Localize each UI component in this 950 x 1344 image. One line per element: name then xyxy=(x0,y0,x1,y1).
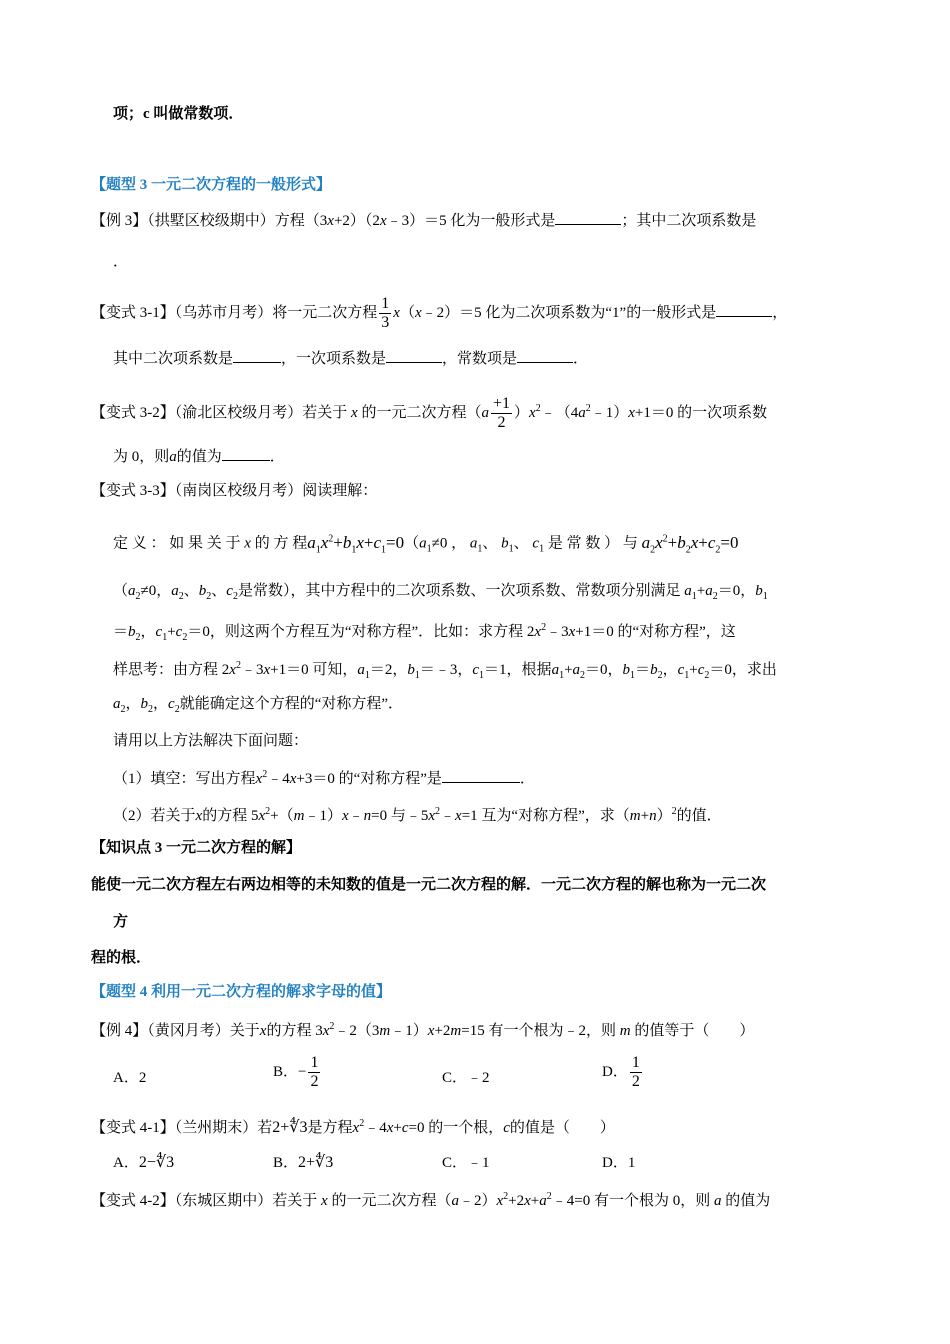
option-c[interactable]: C．﹣2 xyxy=(442,1070,490,1086)
variant-3-3: 【变式 3-3】（南岗区校级月考）阅读理解： xyxy=(91,483,378,499)
answer-blank[interactable] xyxy=(233,348,281,363)
answer-blank[interactable] xyxy=(386,348,442,363)
option-c[interactable]: C．﹣1 xyxy=(442,1155,490,1171)
example-4: 【例 4】（黄冈月考）关于x的方程 $3x^2﹣2(3m﹣1)x+2m=15$ 有一个根为﹣2，则 m 的值等于（ ） xyxy=(91,1021,755,1039)
example-label: 【例 4】 xyxy=(91,1023,148,1039)
answer-blank[interactable] xyxy=(716,302,772,317)
variant-3-1-line2: 其中二次项系数是 ，一次项系数是 ，常数项是 ． xyxy=(113,348,588,369)
answer-blank[interactable] xyxy=(442,768,520,783)
fraction-one-half: $\frac{+1}{2}$ xyxy=(492,395,510,431)
example-3: 【例 3】（拱墅区校级期中）方程（3x+2）（2x﹣3）＝5 化为一般形式是 ；其中二次项系数是 xyxy=(91,210,756,231)
answer-blank[interactable] xyxy=(555,210,621,225)
definition-line: 定 义 ： 如 果 关 于 x 的 方 程$a_1x^2+b_1x+c_1=0(a_1\ne 0$ ， $a_1$、 $b_1$、 $c_1$ 是 常 数 ） 与 $a_2x^2+b_2x+c_2=0$ xyxy=(113,532,739,556)
knowledge-heading: 【知识点 3 一元二次方程的解】 xyxy=(91,840,302,856)
variant-label: 【变式 4-1】 xyxy=(91,1120,175,1136)
fraction-one-third: $\frac{1}{3}$ xyxy=(381,295,390,331)
example-label: 【例 3】 xyxy=(91,213,148,229)
question-2: （2）若关于x的方程 $5x^2+(m﹣1)x﹣n=0$ 与$﹣5x^2﹣x=1$ 互为“对称方程”，求$(m+n)^2$的值． xyxy=(113,806,722,824)
section-heading-type3: 【题型 3 一元二次方程的一般形式】 xyxy=(91,177,332,193)
definition-line-3: $=b_2$，$c_1+c_2=0$，则这两个方程互为“对称方程”．比如：求方程 $2x^2﹣3x+1=0$ 的“对称方程”，这 xyxy=(113,622,736,643)
answer-blank[interactable] xyxy=(517,348,573,363)
variant-4-2: 【变式 4-2】（东城区期中）若关于 x 的一元二次方程$(a﹣2)x^2+2x+a^2﹣4=0$ 有一个根为 0，则 a 的值为 xyxy=(91,1191,771,1209)
section-heading-type4: 【题型 4 利用一元二次方程的解求字母的值】 xyxy=(91,984,392,1000)
knowledge-text-line3: 程的根． xyxy=(91,950,152,966)
example-3-end: ． xyxy=(113,254,129,270)
option-b[interactable]: B．2+∜3 xyxy=(273,1154,334,1171)
source: （南岗区校级月考） xyxy=(174,483,303,499)
source: （黄冈月考） xyxy=(147,1023,230,1039)
option-d[interactable]: D． $\frac{1}{2}$ xyxy=(602,1054,640,1090)
option-b[interactable]: B．− $\frac{1}{2}$ xyxy=(273,1054,319,1090)
variant-label: 【变式 3-3】 xyxy=(91,483,175,499)
intro-continuation: 项；c 叫做常数项． xyxy=(113,106,244,122)
variant-4-1: 【变式 4-1】（兰州期末）若2+∜3是方程$x^2﹣4x+c=0$ 的一个根，c的值是（ ） xyxy=(91,1118,615,1136)
variant-3-2-line2: 为 0，则a的值为 ． xyxy=(113,446,285,467)
source: （兰州期末） xyxy=(174,1120,258,1136)
variant-3-1: 【变式 3-1】（乌苏市月考）将一元二次方程 $\frac{1}{3}$ x（x﹣2）＝5 化为二次项系数为“1”的一般形式是 ， xyxy=(91,295,788,331)
source: （乌苏市月考） xyxy=(174,304,273,321)
definition-line-2: （$a_2\ne 0$，$a_2$、$b_2$、$c_2$是常数），其中方程中的二次项系数、一次项系数、常数项分别满足 $a_1+a_2=0$，$b_1$ xyxy=(113,583,768,602)
answer-blank[interactable] xyxy=(222,446,270,461)
definition-line-5: $a_2$，$b_2$，$c_2$就能确定这个方程的“对称方程”． xyxy=(113,696,404,715)
variant-label: 【变式 3-1】 xyxy=(91,304,175,321)
option-a[interactable]: A．2−∜3 xyxy=(113,1154,175,1171)
source: （渝北区校级月考） xyxy=(174,404,303,421)
source: （拱墅区校级期中） xyxy=(147,213,275,229)
question-1: （1）填空：写出方程$x^2﹣4x+3=0$ 的“对称方程”是 ． xyxy=(113,769,535,787)
knowledge-text-line2: 方 xyxy=(113,914,129,930)
variant-3-2: 【变式 3-2】（渝北区校级月考）若关于 x 的一元二次方程（a $\frac{+1}{2}$ ）$x^2﹣(4a^2﹣1)x+1=0$ 的一次项系数 xyxy=(91,395,768,431)
variant-label: 【变式 4-2】 xyxy=(91,1193,175,1209)
option-a[interactable]: A．2 xyxy=(113,1070,147,1086)
definition-line-4: 样思考：由方程 $2x^2﹣3x+1=0$ 可知，$a_1=2$，$b_1=﹣3$，$c_1=1$，根据$a_1+a_2=0$，$b_1=b_2$，$c_1+c_2=0$，求出 xyxy=(113,660,777,681)
instruction-line: 请用以上方法解决下面问题： xyxy=(113,733,309,749)
source: （东城区期中） xyxy=(174,1193,273,1209)
option-d[interactable]: D．1 xyxy=(602,1155,636,1171)
variant-label: 【变式 3-2】 xyxy=(91,404,175,421)
knowledge-text-line1: 能使一元二次方程左右两边相等的未知数的值是一元二次方程的解．一元二次方程的解也称为一元二次 xyxy=(91,877,767,893)
